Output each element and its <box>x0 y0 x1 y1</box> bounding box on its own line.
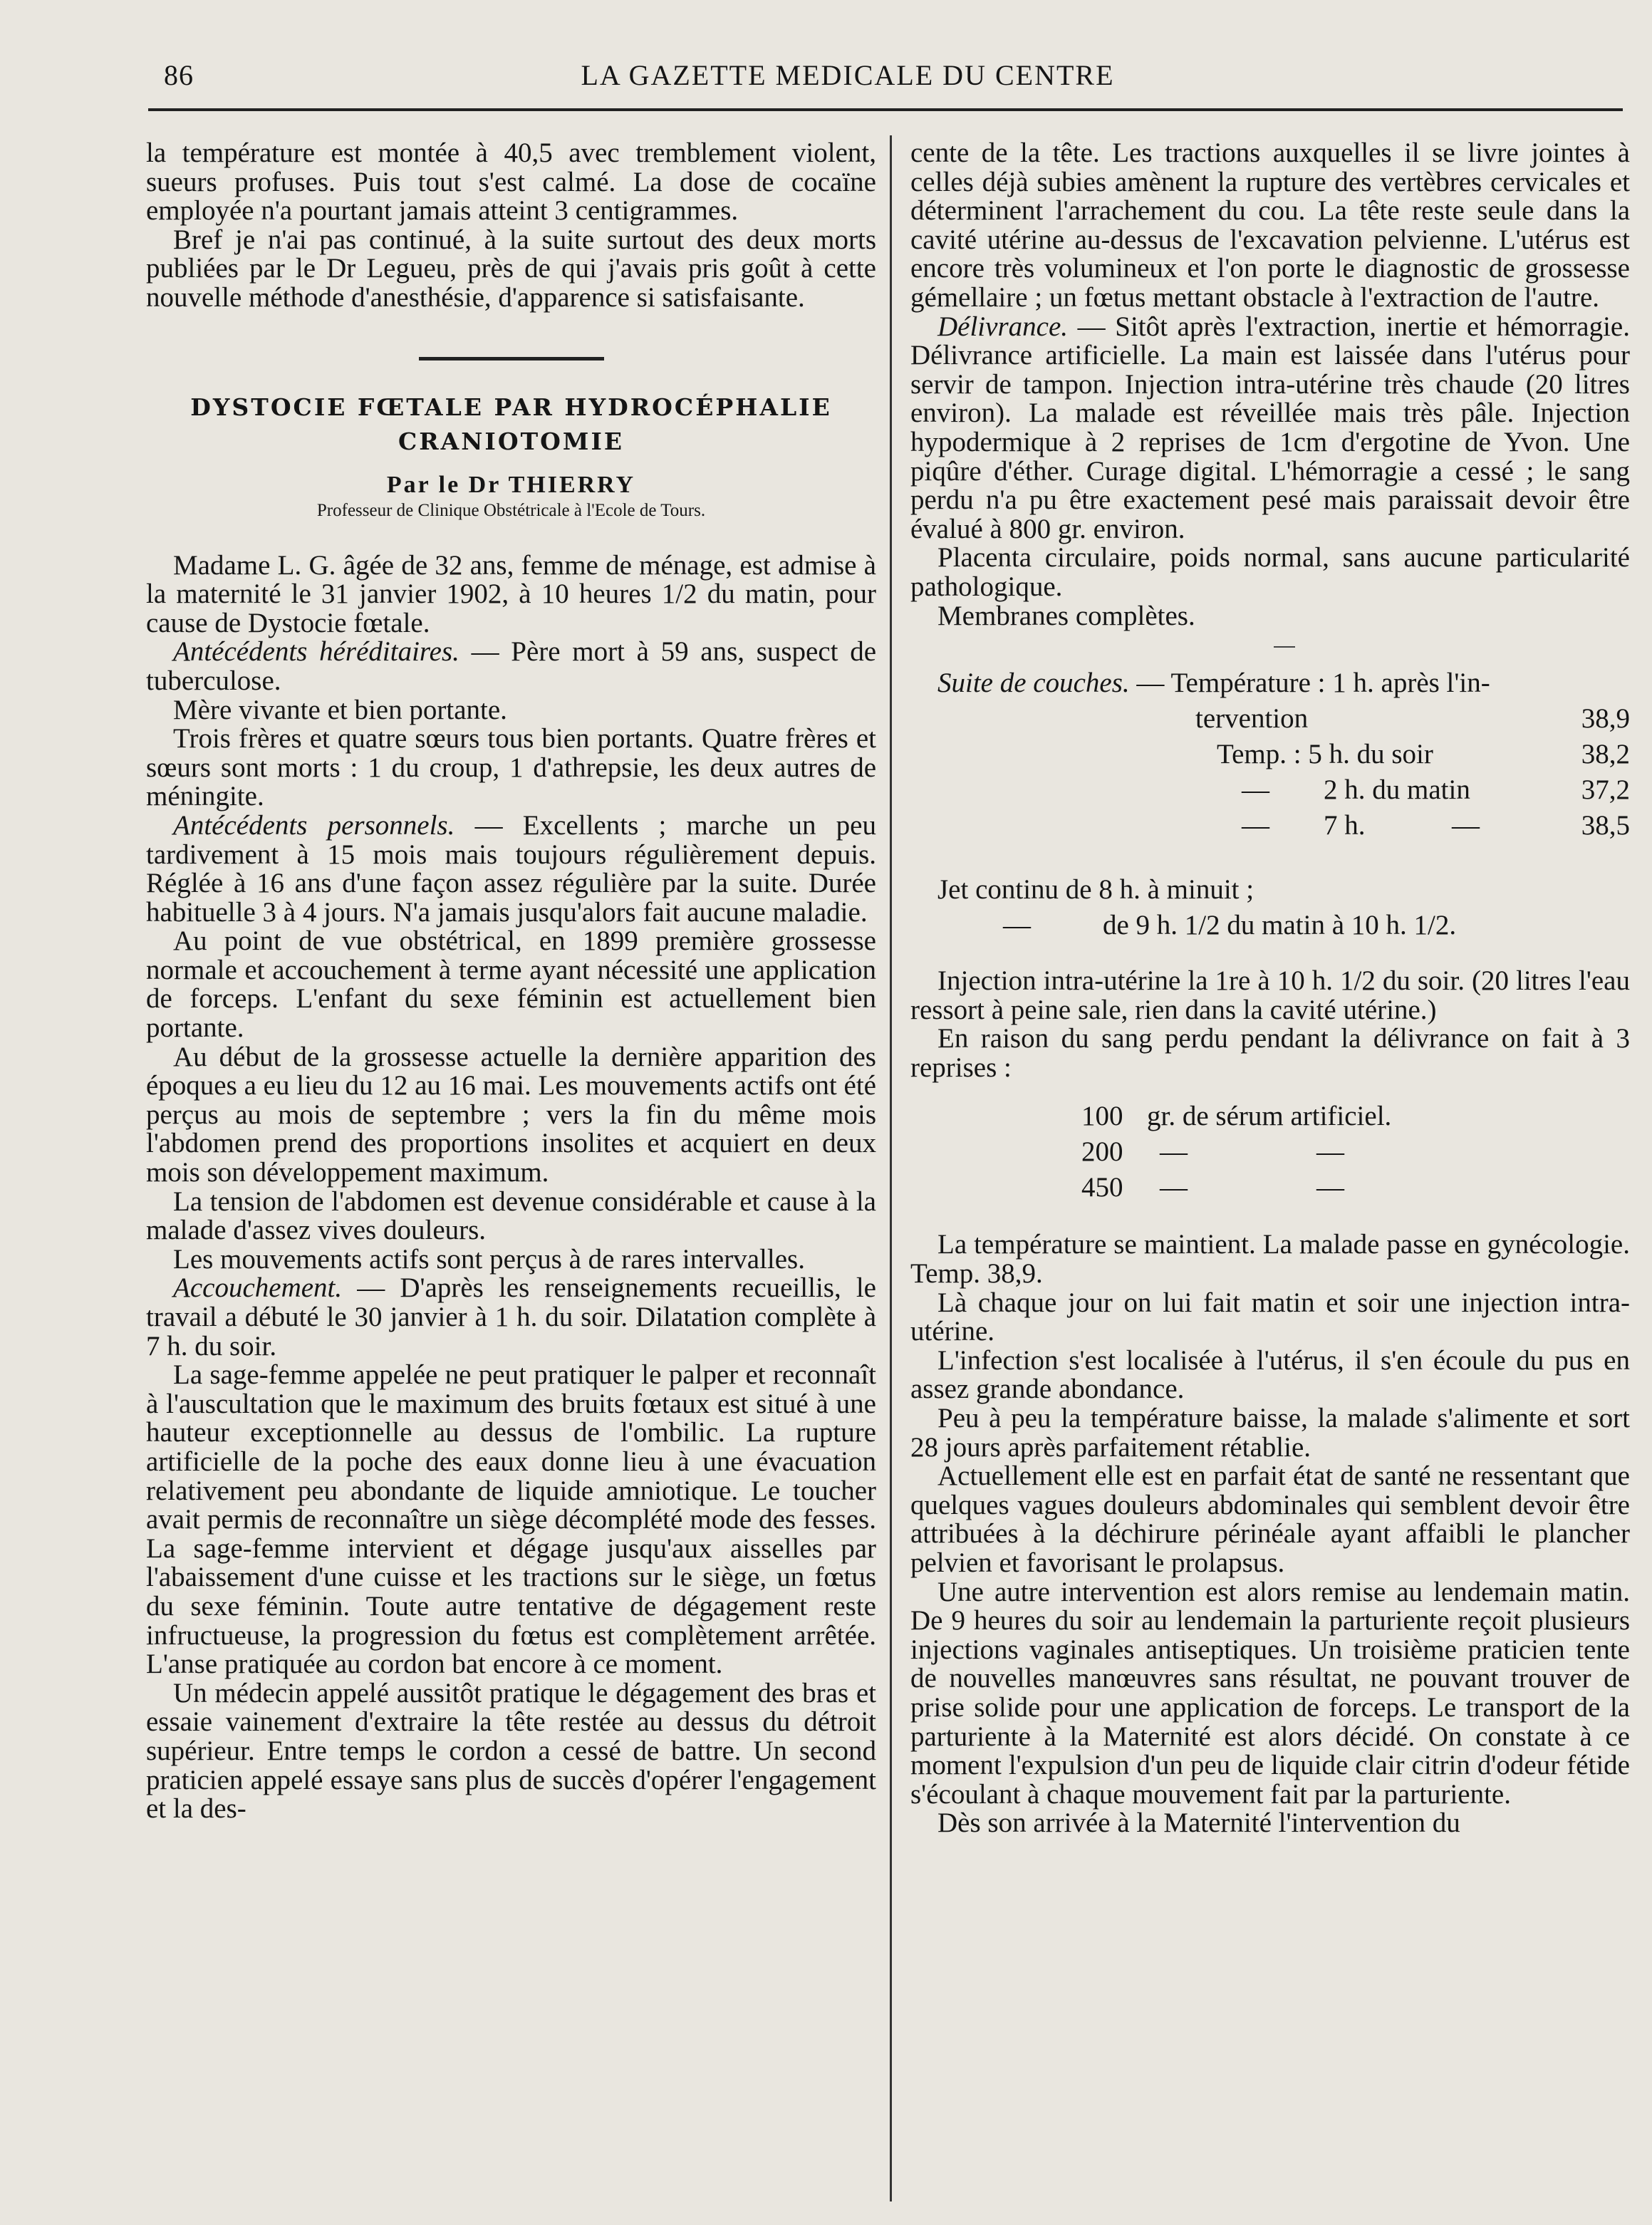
paragraph-text: Injection intra-utérine la 1re à 10 h. 1/2 du soir. (20 litres l'eau ressort à peine sale, rien dans la cavité utérine.) <box>910 965 1630 1025</box>
body-paragraph <box>910 1025 1630 1082</box>
right-body-a <box>910 139 1630 631</box>
temperature-row <box>910 705 1630 740</box>
dose-amount: 200 <box>1081 1136 1123 1168</box>
temperature-label: 2 h. du matin <box>1324 774 1470 806</box>
body-paragraph <box>910 544 1630 601</box>
right-column <box>910 139 1630 1838</box>
jet-row <box>910 876 1630 911</box>
body-paragraph <box>910 313 1630 544</box>
paragraph-text: cente de la tête. Les tractions auxquelles il se livre jointes à celles déjà subies amènent la rupture des vertèbres cervicales et déterminent l'arrachement du cou. La tête reste seule dans la cavité utérine au-dessus de l'excavation pelvienne. L'utérus est encore très volumineux et l'on porte le diagnostic de grossesse gémellaire ; un fœtus mettant obstacle à l'extraction de l'autre. <box>910 138 1630 313</box>
right-body-c <box>910 1230 1630 1837</box>
body-paragraph <box>146 1274 876 1361</box>
dose-amount: 450 <box>1081 1172 1123 1203</box>
body-paragraph <box>146 1245 876 1275</box>
paragraph-text: Au point de vue obstétrical, en 1899 première grossesse normale et accouchement à terme ayant nécessité une application de forceps. L'enfant du sexe féminin est actuellement bien portante. <box>146 925 876 1044</box>
paragraph-text: Au début de la grossesse actuelle la dernière apparition des époques a eu lieu du 12 au 16 mai. Les mouvements actifs ont été perçus au mois de septembre ; vers la fin du même mois l'abdomen prend des proportions insolites et acquiert en deux mois son développement maximum. <box>146 1041 876 1188</box>
section-lead: Suite de couches. <box>937 668 1130 699</box>
dose-text: gr. de sérum artificiel. <box>1147 1101 1392 1132</box>
temperature-value: 38,2 <box>1581 739 1630 770</box>
ditto-dash: — <box>1452 810 1480 841</box>
page-number: 86 <box>164 59 194 91</box>
paragraph-text: L'infection s'est localisée à l'utérus, il s'en écoule du pus en assez grande abondance. <box>910 1344 1630 1405</box>
body-paragraph <box>910 1809 1630 1838</box>
serum-dose-table <box>910 1102 1630 1209</box>
paragraph-text: Les mouvements actifs sont perçus à de rares intervalles. <box>173 1243 805 1275</box>
body-paragraph <box>910 1404 1630 1462</box>
paragraph-text: — Père mort à 59 ans, suspect de tuberculose. <box>146 636 876 696</box>
body-paragraph <box>146 696 876 725</box>
right-body-b <box>910 967 1630 1082</box>
body-paragraph <box>910 967 1630 1025</box>
article-title <box>146 390 876 459</box>
jet-row <box>910 911 1630 947</box>
ditto-dash: — <box>1316 1172 1344 1203</box>
journal-title: LA GAZETTE MEDICALE DU CENTRE <box>581 59 1115 91</box>
paragraph-text: Actuellement elle est en parfait état de santé ne ressentant que quelques vagues douleurs abdominales qui semblent devoir être attribuées à la déchirure périnéale ayant affaibli le plancher pelvien et favorisant le prolapsus. <box>910 1461 1630 1578</box>
running-header <box>142 58 1553 101</box>
paragraph-text: Là chaque jour on lui fait matin et soir une injection intra-utérine. <box>910 1287 1630 1347</box>
paragraph-text: Peu à peu la température baisse, la malade s'alimente et sort 28 jours après parfaitement rétablie. <box>910 1403 1630 1463</box>
temperature-value: 38,9 <box>1581 703 1630 735</box>
temperature-label: 7 h. <box>1324 810 1366 841</box>
ditto-dash: — <box>1242 810 1269 841</box>
body-paragraph <box>146 1361 876 1679</box>
left-column <box>146 139 876 1824</box>
dose-row <box>910 1102 1630 1138</box>
jet-line: de 9 h. 1/2 du matin à 10 h. 1/2. <box>1103 910 1457 941</box>
temperature-row <box>910 669 1630 705</box>
ditto-dash: — <box>1003 910 1031 941</box>
temperature-value: 37,2 <box>1581 774 1630 806</box>
temperature-intro: — Température : 1 h. après l'in- <box>1129 668 1490 699</box>
paragraph-text: — D'après les renseignements recueillis, le travail a débuté le 30 janvier à 1 h. du soir. Dilatation complète à 7 h. du soir. <box>146 1272 876 1362</box>
ditto-dash: — <box>1160 1172 1188 1203</box>
section-lead: Antécédents personnels. <box>173 809 455 841</box>
article-byline: Par le Dr THIERRY <box>386 471 636 498</box>
jet-line: Jet continu de 8 h. à minuit ; <box>937 874 1254 906</box>
paragraph-text: Un médecin appelé aussitôt pratique le dégagement des bras et essaie vainement d'extraire la tête restée au dessus du détroit supérieur. Entre temps le cordon a cessé de battre. Un second praticien appelé essaye sans plus de succès d'opérer l'engagement et la des- <box>146 1677 876 1825</box>
temperature-row <box>910 740 1630 776</box>
body-paragraph <box>910 1344 1630 1405</box>
body-paragraph <box>910 1462 1630 1577</box>
ditto-dash: — <box>1160 1136 1188 1168</box>
section-lead: Accouchement. <box>173 1272 343 1304</box>
paragraph-text: En raison du sang perdu pendant la délivrance on fait à 3 reprises : <box>910 1023 1630 1083</box>
temperature-row <box>910 776 1630 811</box>
body-paragraph <box>146 638 876 695</box>
body-paragraph <box>146 1188 876 1245</box>
paragraph-text: — Excellents ; marche un peu tardivement à 15 mois mais toujours régulièrement depuis. Réglée à 16 ans d'une façon assez régulière par la suite. Durée habituelle 3 à 4 jours. N'a jamais jusqu'alors fait aucune maladie. <box>146 809 876 928</box>
article-title-line: DYSTOCIE FŒTALE PAR HYDROCÉPHALIE <box>190 393 832 421</box>
dose-row <box>910 1173 1630 1209</box>
paragraph-text: La tension de l'abdomen est devenue considérable et cause à la malade d'assez vives douleurs. <box>146 1186 876 1246</box>
paragraph-text: La température se maintient. La malade passe en gynécologie. Temp. 38,9. <box>910 1229 1630 1290</box>
paragraph-text: Trois frères et quatre sœurs tous bien portants. Quatre frères et sœurs sont morts : 1 du croup, 1 d'athrepsie, les deux autres de méningite. <box>146 723 876 812</box>
section-lead: Délivrance. <box>937 311 1069 342</box>
body-paragraph <box>146 551 876 638</box>
left-body <box>146 551 876 1824</box>
intro-paragraph: la température est montée à 40,5 avec tremblement violent, sueurs profuses. Puis tout s'est calmé. La dose de cocaïne employée n'a pourtant jamais atteint 3 centigrammes. <box>146 138 876 227</box>
paragraph-text: Placenta circulaire, poids normal, sans aucune particularité pathologique. <box>910 542 1630 602</box>
dose-amount: 100 <box>1081 1101 1123 1132</box>
paragraph-text: — Sitôt après l'extraction, inertie et hémorragie. Délivrance artificielle. La main est laissée dans l'utérus pour servir de tampon. Injection intra-utérine très chaude (20 litres environ). La malade est réveillée mais très pâle. Injection hypodermique à 2 reprises de 1cm d'ergotine de Yvon. Une piqûre d'éther. Curage digital. L'hémorragie a cessé ; le sang perdu n'a pu être exactement pesé mais paraissait devoir être évalué à 800 gr. environ. <box>910 311 1630 544</box>
header-rule <box>148 108 1623 111</box>
intro-paragraph: Bref je n'ai pas continué, à la suite surtout des deux morts publiées par le Dr Legueu, près de qui j'avais pris goût à cette nouvelle méthode d'anesthésie, d'apparence si satisfaisante. <box>146 224 876 313</box>
body-paragraph <box>146 927 876 1042</box>
temperature-label: tervention <box>1195 703 1309 735</box>
article-title-line: CRANIOTOMIE <box>398 427 625 455</box>
temperature-value: 38,5 <box>1581 810 1630 841</box>
section-lead: Antécédents héréditaires. <box>173 636 459 668</box>
paragraph-text: Mère vivante et bien portante. <box>173 694 507 725</box>
paragraph-text: Dès son arrivée à la Maternité l'intervention du <box>937 1808 1460 1839</box>
body-paragraph <box>146 725 876 811</box>
temperature-row <box>910 811 1630 847</box>
temperature-label: Temp. : 5 h. du soir <box>1217 739 1433 770</box>
article-separator <box>419 357 604 361</box>
paragraph-text: Membranes complètes. <box>937 600 1195 631</box>
ditto-dash: — <box>1316 1136 1344 1168</box>
temperature-table <box>910 669 1630 847</box>
body-paragraph <box>910 139 1630 313</box>
body-paragraph <box>910 1230 1630 1288</box>
column-divider <box>890 135 892 2201</box>
paragraph-text: Une autre intervention est alors remise au lendemain matin. De 9 heures du soir au lendemain la parturiente reçoit plusieurs injections vaginales antiseptiques. Un troisième praticien tente de nouvelles manœuvres sans résultat, ne pouvant trouver de prise solide pour une application de forceps. Le transport de la parturiente à la Maternité est alors décidé. On constate à ce moment l'expulsion d'un peu de liquide clair citrin d'odeur fétide s'écoulant à chaque mouvement fait par la parturiente. <box>910 1576 1630 1810</box>
body-paragraph <box>146 811 876 927</box>
paragraph-text: Madame L. G. âgée de 32 ans, femme de ménage, est admise à la maternité le 31 janvier 1902, à 10 heures 1/2 du matin, pour cause de Dystocie fœtale. <box>146 549 876 638</box>
small-dash-separator <box>1274 646 1295 648</box>
body-paragraph <box>910 1578 1630 1810</box>
ditto-dash: — <box>1242 774 1269 806</box>
dose-row <box>910 1138 1630 1173</box>
body-paragraph <box>146 1043 876 1188</box>
body-paragraph <box>910 602 1630 631</box>
body-paragraph <box>146 1679 876 1824</box>
body-paragraph <box>910 1289 1630 1347</box>
paragraph-text: La sage-femme appelée ne peut pratiquer le palper et reconnaît à l'auscultation que le maximum des bruits fœtaux est situé à une hauteur exceptionnelle au dessus de l'ombilic. La rupture artificielle de la poche des eaux donne lieu à une évacuation relativement peu abondante de liquide amniotique. Le toucher avait permis de reconnaître un siège décomplété mode des fesses. La sage-femme intervient et dégage jusqu'aux aisselles par l'abaissement d'une cuisse et les tractions sur le siège, un fœtus du sexe féminin. Toute autre tentative de dégagement reste infructueuse, la progression du fœtus est complètement arrêtée. L'anse pratiquée au cordon bat encore à ce moment. <box>146 1359 876 1680</box>
author-affiliation: Professeur de Clinique Obstétricale à l'Ecole de Tours. <box>316 500 706 520</box>
